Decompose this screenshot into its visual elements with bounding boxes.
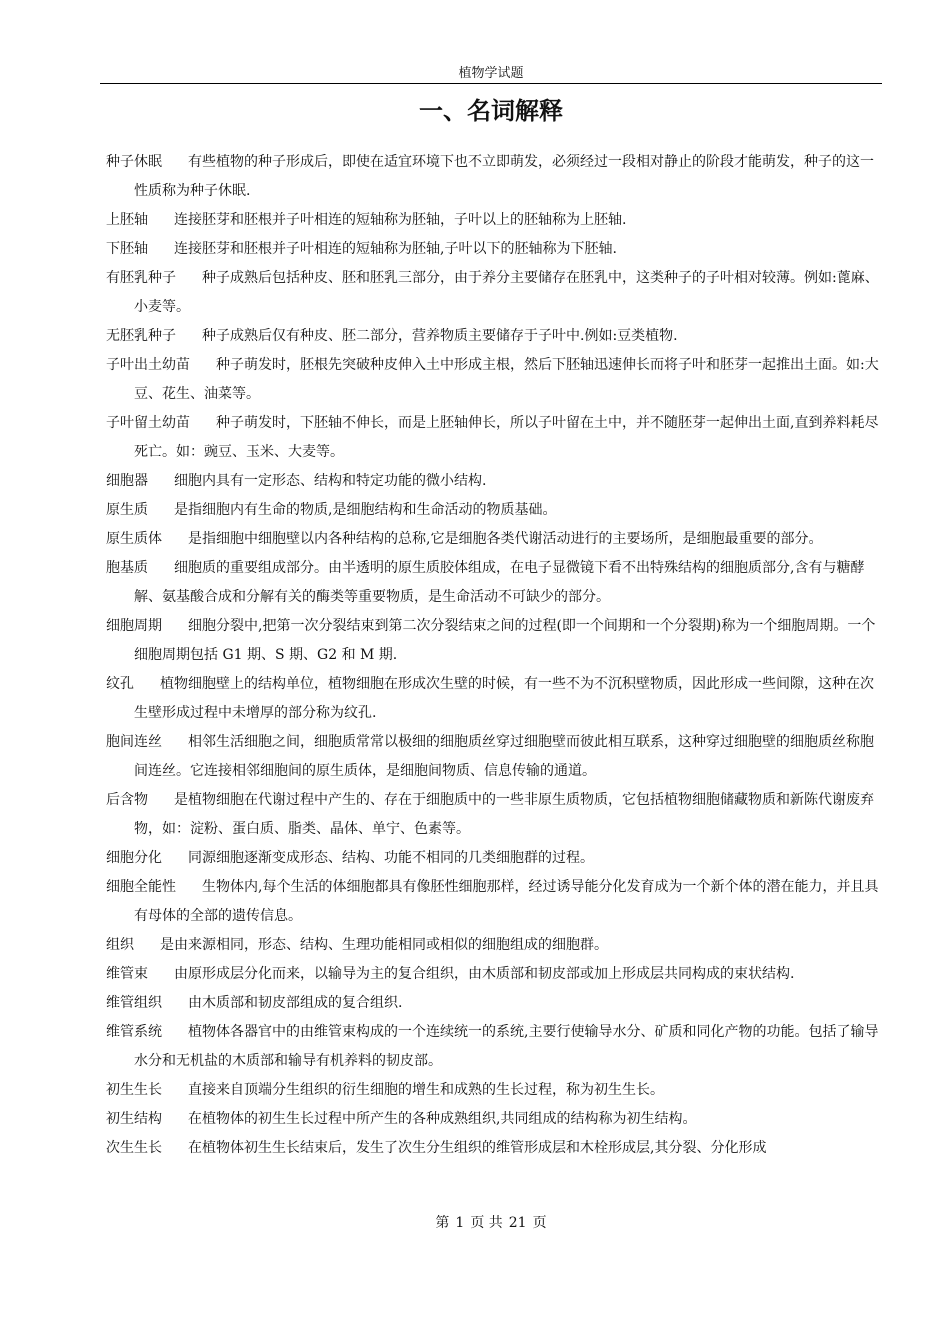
glossary-list — [106, 148, 880, 1163]
glossary-term: 维管系统 — [106, 1024, 162, 1040]
glossary-definition: 种子萌发时，胚根先突破种皮伸入土中形成主根，然后下胚轴迅速伸长而将子叶和胚芽一起推出土面。如:大豆、花生、油菜等。 — [134, 357, 879, 402]
glossary-entry — [106, 873, 880, 931]
glossary-definition: 由木质部和韧皮部组成的复合组织. — [188, 995, 403, 1011]
glossary-term: 纹孔 — [106, 676, 134, 692]
glossary-entry — [106, 931, 880, 960]
glossary-term: 子叶留土幼苗 — [106, 415, 190, 431]
glossary-entry — [106, 467, 880, 496]
glossary-term: 子叶出土幼苗 — [106, 357, 190, 373]
glossary-entry — [106, 1105, 880, 1134]
glossary-term: 次生生长 — [106, 1140, 162, 1156]
footer-prefix: 第 — [435, 1215, 450, 1231]
glossary-term: 细胞器 — [106, 473, 148, 489]
glossary-term: 初生结构 — [106, 1111, 162, 1127]
glossary-definition: 同源细胞逐渐变成形态、结构、功能不相同的几类细胞群的过程。 — [188, 850, 594, 866]
glossary-term: 细胞分化 — [106, 850, 162, 866]
glossary-definition: 是指细胞内有生命的物质,是细胞结构和生命活动的物质基础。 — [174, 502, 557, 518]
glossary-entry — [106, 728, 880, 786]
glossary-definition: 植物体各器官中的由维管束构成的一个连续统一的系统,主要行使输导水分、矿质和同化产物的功能。包括了输导水分和无机盐的木质部和输导有机养料的韧皮部。 — [134, 1024, 879, 1069]
glossary-definition: 由原形成层分化而来，以输导为主的复合组织，由木质部和韧皮部或加上形成层共同构成的束状结构. — [174, 966, 795, 982]
glossary-definition: 植物细胞壁上的结构单位，植物细胞在形成次生壁的时候，有一些不为不沉积壁物质，因此形成一些间隙，这种在次生壁形成过程中未增厚的部分称为纹孔. — [134, 676, 874, 721]
page-footer — [100, 1214, 882, 1232]
glossary-term: 胞基质 — [106, 560, 148, 576]
glossary-term: 初生生长 — [106, 1082, 162, 1098]
glossary-entry — [106, 409, 880, 467]
glossary-definition: 细胞内具有一定形态、结构和特定功能的微小结构. — [174, 473, 487, 489]
glossary-entry — [106, 322, 880, 351]
glossary-term: 组织 — [106, 937, 134, 953]
glossary-definition: 在植物体初生生长结束后，发生了次生分生组织的维管形成层和木栓形成层,其分裂、分化形成 — [188, 1140, 767, 1156]
glossary-term: 胞间连丝 — [106, 734, 162, 750]
glossary-definition: 相邻生活细胞之间，细胞质常常以极细的细胞质丝穿过细胞壁而彼此相互联系，这种穿过细胞壁的细胞质丝称胞间连丝。它连接相邻细胞间的原生质体，是细胞间物质、信息传输的通道。 — [134, 734, 874, 779]
footer-suffix: 页 — [532, 1215, 547, 1231]
glossary-definition: 直接来自顶端分生组织的衍生细胞的增生和成熟的生长过程，称为初生生长。 — [188, 1082, 664, 1098]
glossary-term: 细胞全能性 — [106, 879, 176, 895]
glossary-term: 无胚乳种子 — [106, 328, 176, 344]
glossary-definition: 种子成熟后包括种皮、胚和胚乳三部分，由于养分主要储存在胚乳中，这类种子的子叶相对较薄。例如:蓖麻、小麦等。 — [134, 270, 879, 315]
glossary-definition: 生物体内,每个生活的体细胞都具有像胚性细胞那样，经过诱导能分化发育成为一个新个体的潜在能力，并且具有母体的全部的遗传信息。 — [134, 879, 879, 924]
glossary-entry — [106, 496, 880, 525]
glossary-term: 上胚轴 — [106, 212, 148, 228]
glossary-term: 下胚轴 — [106, 241, 148, 257]
glossary-definition: 细胞质的重要组成部分。由半透明的原生质胶体组成，在电子显微镜下看不出特殊结构的细胞质部分,含有与糖酵解、氨基酸合成和分解有关的酶类等重要物质，是生命活动不可缺少的部分。 — [134, 560, 865, 605]
glossary-entry — [106, 786, 880, 844]
header-rule — [100, 83, 882, 84]
glossary-entry — [106, 525, 880, 554]
glossary-definition: 有些植物的种子形成后，即使在适宜环境下也不立即萌发，必须经过一段相对静止的阶段才能萌发，种子的这一性质称为种子休眠. — [134, 154, 874, 199]
glossary-entry — [106, 960, 880, 989]
glossary-definition: 连接胚芽和胚根并子叶相连的短轴称为胚轴,子叶以下的胚轴称为下胚轴. — [174, 241, 617, 257]
glossary-term: 后含物 — [106, 792, 148, 808]
section-title: 一、名词解释 — [419, 96, 563, 125]
glossary-term: 原生质 — [106, 502, 148, 518]
page-number: 1 — [455, 1215, 465, 1231]
glossary-entry — [106, 989, 880, 1018]
running-header: 植物学试题 — [458, 66, 524, 81]
glossary-entry — [106, 351, 880, 409]
glossary-definition: 种子萌发时，下胚轴不伸长，而是上胚轴伸长，所以子叶留在土中，并不随胚芽一起伸出土面,直到养料耗尽死亡。如：豌豆、玉米、大麦等。 — [134, 415, 879, 460]
glossary-entry — [106, 148, 880, 206]
glossary-entry — [106, 1076, 880, 1105]
glossary-definition: 是植物细胞在代谢过程中产生的、存在于细胞质中的一些非原生质物质，它包括植物细胞储藏物质和新陈代谢废弃物，如：淀粉、蛋白质、脂类、晶体、单宁、色素等。 — [134, 792, 874, 837]
glossary-term: 有胚乳种子 — [106, 270, 176, 286]
glossary-definition: 是由来源相同，形态、结构、生理功能相同或相似的细胞组成的细胞群。 — [160, 937, 608, 953]
glossary-entry — [106, 670, 880, 728]
glossary-entry — [106, 1134, 880, 1163]
glossary-term: 维管组织 — [106, 995, 162, 1011]
glossary-term: 种子休眠 — [106, 154, 162, 170]
page-total: 21 — [508, 1215, 527, 1231]
glossary-entry — [106, 264, 880, 322]
glossary-definition: 种子成熟后仅有种皮、胚二部分，营养物质主要储存于子叶中.例如:豆类植物. — [202, 328, 678, 344]
glossary-term: 细胞周期 — [106, 618, 162, 634]
footer-middle: 页 共 — [470, 1215, 503, 1231]
glossary-term: 维管束 — [106, 966, 148, 982]
glossary-entry — [106, 612, 880, 670]
glossary-entry — [106, 206, 880, 235]
glossary-definition: 连接胚芽和胚根并子叶相连的短轴称为胚轴，子叶以上的胚轴称为上胚轴. — [174, 212, 627, 228]
glossary-entry — [106, 235, 880, 264]
glossary-definition: 在植物体的初生生长过程中所产生的各种成熟组织,共同组成的结构称为初生结构。 — [188, 1111, 697, 1127]
glossary-definition: 是指细胞中细胞壁以内各种结构的总称,它是细胞各类代谢活动进行的主要场所，是细胞最重要的部分。 — [188, 531, 823, 547]
glossary-entry — [106, 844, 880, 873]
glossary-entry — [106, 1018, 880, 1076]
glossary-definition: 细胞分裂中,把第一次分裂结束到第二次分裂结束之间的过程(即一个间期和一个分裂期)称为一个细胞周期。一个细胞周期包括 G1 期、S 期、G2 和 M 期. — [134, 618, 876, 663]
glossary-term: 原生质体 — [106, 531, 162, 547]
glossary-entry — [106, 554, 880, 612]
